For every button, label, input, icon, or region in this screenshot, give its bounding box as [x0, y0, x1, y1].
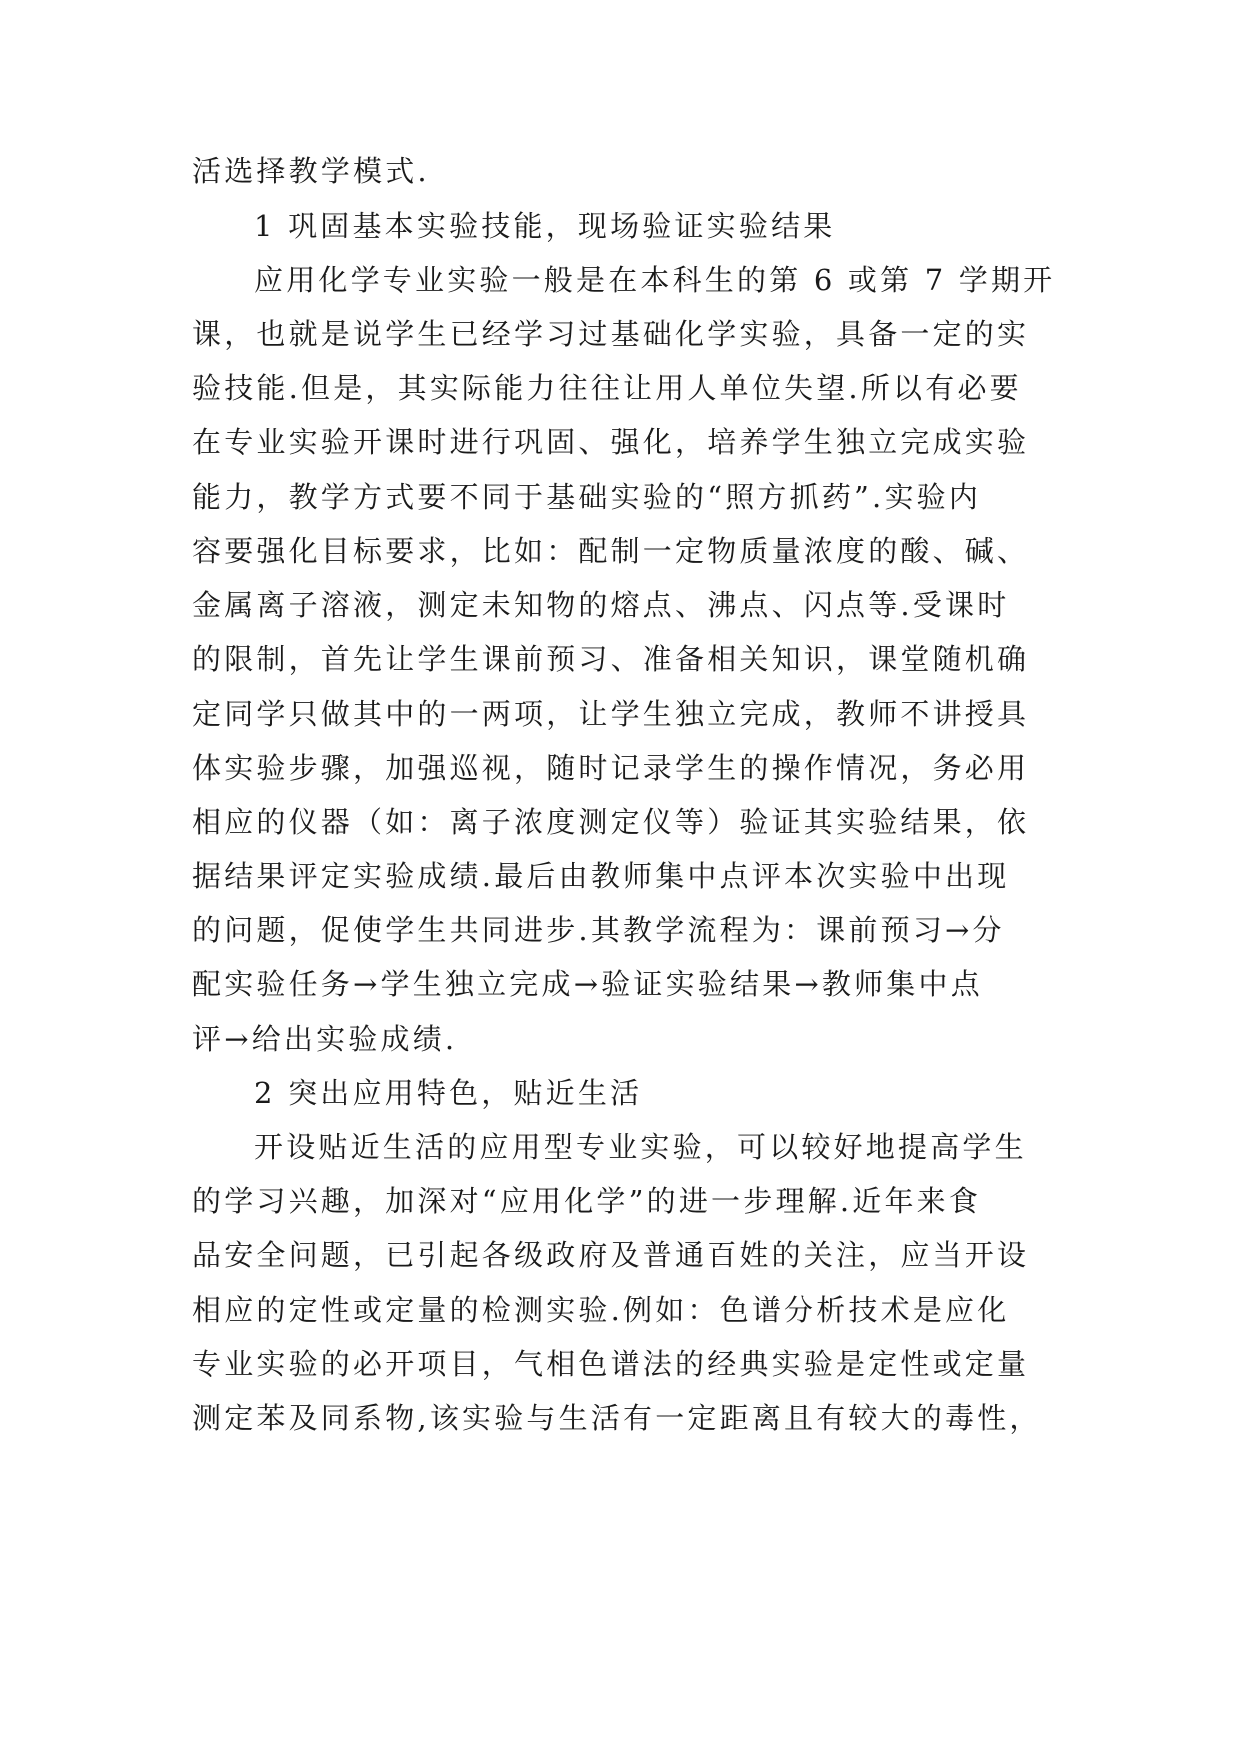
- text-line-4: 课，也就是说学生已经学习过基础化学实验，具备一定的实: [192, 317, 1030, 351]
- text-line-14: 据结果评定实验成绩.最后由教师集中点评本次实验中出现: [192, 859, 1010, 893]
- text-line-8: 容要强化目标要求，比如：配制一定物质量浓度的酸、碱、: [192, 534, 1030, 568]
- text-line-9: 金属离子溶液，测定未知物的熔点、沸点、闪点等.受课时: [192, 588, 1010, 622]
- text-line-10: 的限制，首先让学生课前预习、准备相关知识，课堂随机确: [192, 642, 1030, 676]
- text-line-21: 品安全问题，已引起各级政府及普通百姓的关注，应当开设: [192, 1238, 1030, 1272]
- text-line-24: 测定苯及同系物,该实验与生活有一定距离且有较大的毒性，: [192, 1401, 1042, 1435]
- text-line-20: 的学习兴趣，加深对“应用化学”的进一步理解.近年来食: [192, 1184, 982, 1218]
- text-line-7: 能力，教学方式要不同于基础实验的“照方抓药”.实验内: [192, 480, 982, 514]
- section-heading-2: 2 突出应用特色，贴近生活: [254, 1076, 643, 1110]
- text-line-1: 活选择教学模式.: [192, 154, 430, 188]
- text-line-11: 定同学只做其中的一两项，让学生独立完成，教师不讲授具: [192, 697, 1030, 731]
- text-line-3: 应用化学专业实验一般是在本科生的第 6 或第 7 学期开: [254, 263, 1056, 297]
- text-line-12: 体实验步骤，加强巡视，随时记录学生的操作情况，务必用: [192, 751, 1030, 785]
- text-line-5: 验技能.但是，其实际能力往往让用人单位失望.所以有必要: [192, 371, 1022, 405]
- text-line-22: 相应的定性或定量的检测实验.例如：色谱分析技术是应化: [192, 1293, 1010, 1327]
- text-line-17: 评→给出实验成绩.: [192, 1022, 458, 1056]
- text-line-23: 专业实验的必开项目，气相色谱法的经典实验是定性或定量: [192, 1347, 1030, 1381]
- section-heading-1: 1 巩固基本实验技能，现场验证实验结果: [254, 209, 836, 243]
- text-line-16: 配实验任务→学生独立完成→验证实验结果→教师集中点: [192, 967, 983, 1001]
- text-line-6: 在专业实验开课时进行巩固、强化，培养学生独立完成实验: [192, 425, 1030, 459]
- text-line-15: 的问题，促使学生共同进步.其教学流程为：课前预习→分: [192, 913, 1005, 947]
- text-line-19: 开设贴近生活的应用型专业实验，可以较好地提高学生: [254, 1130, 1027, 1164]
- text-line-13: 相应的仪器（如：离子浓度测定仪等）验证其实验结果，依: [192, 805, 1030, 839]
